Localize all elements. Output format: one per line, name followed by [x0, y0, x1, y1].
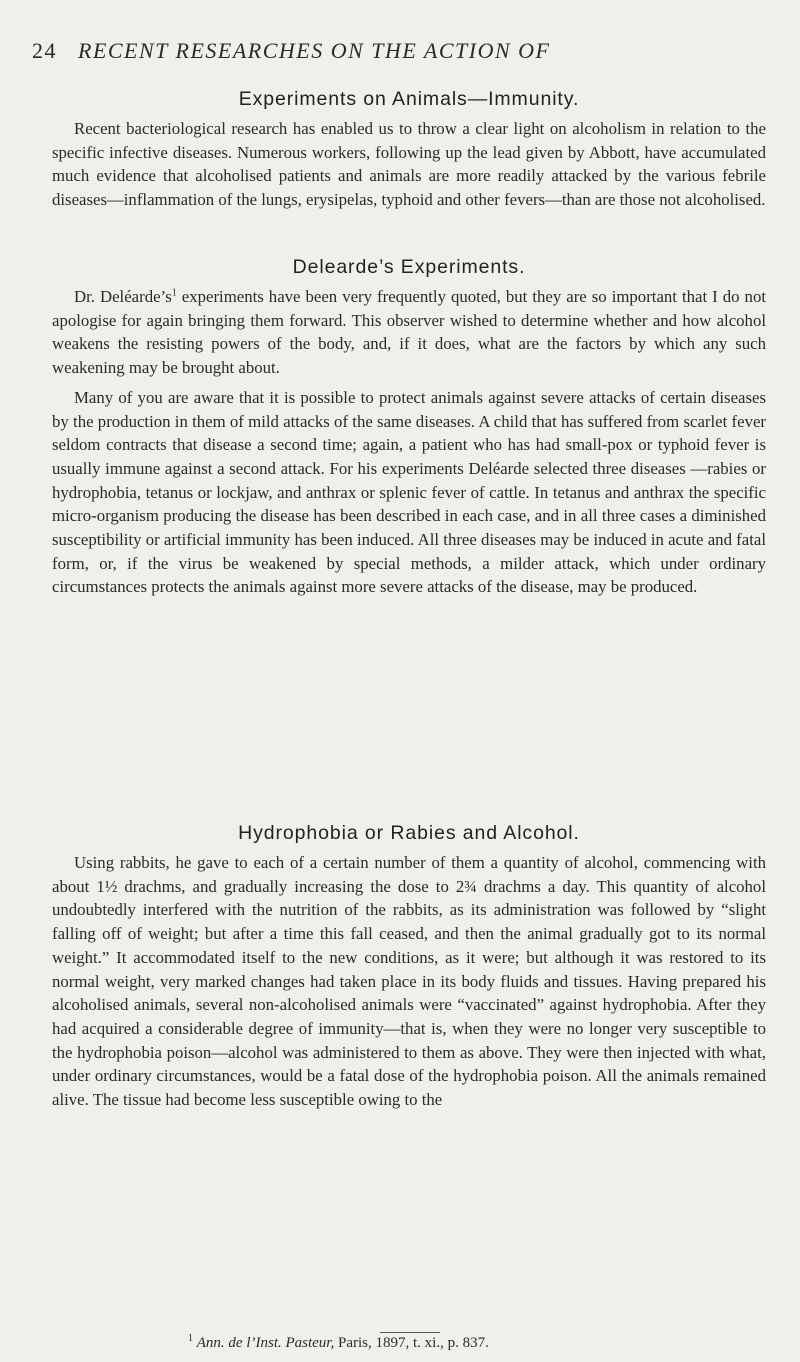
paragraph: Recent bacteriological research has enabled us to throw a clear light on alcoholism in relation to the specific infective diseases. Numerous workers, following up the lead given by Abbott, have accumulated much evidence that alcoholised patients and animals are more readily attacked by the various febrile diseases—inflammation of the lungs, erysipelas, typhoid and other fevers—than are those not alcoholised.	[52, 119, 766, 210]
page-number: 24	[32, 38, 57, 63]
section-hydrophobia	[52, 822, 766, 1112]
footnote-journal: Ann. de l’Inst. Pasteur,	[196, 1335, 335, 1351]
section-heading: Hydrophobia or Rabies and Alcohol.	[238, 822, 580, 844]
running-head	[32, 38, 772, 64]
section-heading: Delearde’s Experiments.	[292, 256, 526, 278]
footnote	[188, 1334, 748, 1352]
footnote-reference: 1	[171, 287, 177, 299]
paragraph: Using rabbits, he gave to each of a certain number of them a quantity of alcohol, commencing with about 1½ drachms, and gradually increasing the dose to 2¾ drachms a day. This quantity of alcohol undoubtedly interfered with the nutrition of the rabbits, as its administration was followed by “slight falling off of weight; but after a time this fall ceased, and then the animal gradually got to its normal weight.” It accommodated itself to the new conditions, as it were; but although it was restored to its normal weight, very marked changes had taken place in its body fluids and tissues. Having prepared his alcoholised animals, several non-alcoholised animals were “vaccinated” against hydrophobia. After they had acquired a considerable degree of immunity—that is, when they were no longer very susceptible to the hydrophobia poison—alcohol was administered to them as above. They were then injected with what, under ordinary circumstances, would be a fatal dose of the hydrophobia poison. All the animals remained alive. The tissue had become less susceptible owing to the	[52, 853, 766, 1110]
paragraph-text: experiments have been very frequently quoted, but they are so important that I do not apologise for again bringing them forward. This observer wished to determine whether and how alcohol weakens the resisting powers of the body, and, if it does, what are the factors by which any such weakening may be brought about.	[52, 287, 766, 378]
paragraph-text: Dr. Deléarde’s	[74, 287, 172, 306]
section-immunity	[52, 88, 766, 212]
paragraph: Many of you are aware that it is possible to protect animals against severe attacks of certain diseases by the production in them of mild attacks of the same diseases. A child that has suffered from scarlet fever seldom contracts that disease a second time; again, a patient who has had small-pox or typhoid fever is usually immune against a second attack. For his experiments Deléarde selected three diseases —rabies or hydrophobia, tetanus or lockjaw, and anthrax or splenic fever of cattle. In tetanus and anthrax the specific micro-organism producing the disease has been described in each case, and in all three cases a diminished susceptibility or artificial immunity has been induced. All three diseases may be induced in acute and fatal form, or, if the virus be weakened by special methods, a milder attack, which under ordinary circumstances protects the animals against more severe attacks of the disease, may be produced.	[52, 387, 766, 597]
footnote-divider	[380, 1332, 440, 1333]
running-title: RECENT RESEARCHES ON THE ACTION OF	[78, 38, 551, 63]
paragraph	[52, 285, 766, 380]
section-delearde	[52, 256, 766, 599]
footnote-details: Paris, 1897, t. xi., p. 837.	[337, 1335, 489, 1351]
section-heading: Experiments on Animals—Immunity.	[238, 88, 580, 110]
footnote-marker: 1	[188, 1333, 193, 1344]
